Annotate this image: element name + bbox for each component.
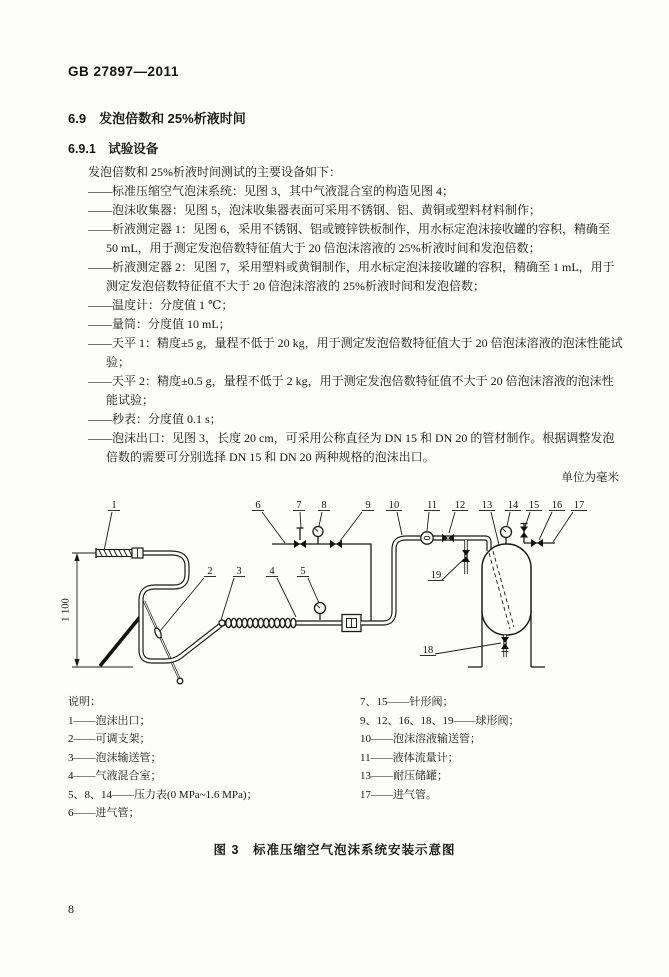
svg-text:13: 13 [481,500,493,511]
callout-12 [449,500,468,533]
foam-solution-pipe [361,538,489,623]
corrugated-section [226,618,296,627]
callout-1 [104,500,120,551]
legend-item: 5、8、14——压力表(0 MPa~1.6 MPa)； [68,788,258,801]
legend-left-column [68,693,360,823]
svg-text:7: 7 [296,500,302,511]
air-inlet-pipe-17 [524,539,555,547]
callout-15 [525,500,542,527]
ball-valve-12 [442,534,454,542]
svg-text:1: 1 [111,500,117,511]
unit-note: 单位为毫米 [561,472,619,484]
legend-item: 3——泡沫输送管； [68,751,162,764]
figure-caption: 图 3 标准压缩空气泡沫系统安装示意图 [213,843,456,857]
ball-valve-18 [501,635,509,657]
legend-left-items [68,712,360,823]
callout-18 [420,643,501,656]
callout-14 [505,500,521,526]
svg-text:12: 12 [454,500,466,511]
svg-text:6: 6 [255,500,261,511]
equipment-list-item: ——温度计：分度值 1 ℃； [88,298,234,312]
subsection-heading: 6.9.1 试验设备 [68,142,159,156]
mixing-chamber [219,603,361,632]
figure-legend [68,693,624,823]
dimension-label: 1 100 [60,598,72,622]
foam-outlet-nozzle [96,548,143,558]
callout-3 [221,566,245,620]
legend-item: 10——泡沫溶液输送管； [360,733,481,745]
legend-right-items [360,693,624,804]
page-number: 8 [68,902,74,916]
dimension-1100 [61,553,134,667]
svg-text:2: 2 [207,566,213,577]
svg-text:4: 4 [269,566,275,577]
legend-title: 说明： [68,696,101,708]
svg-text:17: 17 [573,500,585,511]
needle-valve-15 [520,524,528,544]
ball-valve-9 [330,540,342,548]
equipment-list-item: ——析液测定器 2：见图 7，采用塑料或黄铜制作，用水标定泡沫接收罐的容积，精确至 1 mL，用于测定发泡倍数特征值不大于 20 倍泡沫溶液的 25%析液时间和发泡倍数； [88,260,615,293]
svg-text:5: 5 [300,566,306,577]
legend-item: 7、15——针形阀； [360,696,454,708]
callout-11 [424,500,440,531]
equipment-list-item: ——泡沫收集器：见图 5，泡沫收集器表面可采用不锈钢、铝、黄铜或塑料材料制作； [88,203,542,217]
svg-text:11: 11 [426,500,438,511]
legend-item: 2——可调支架； [68,733,151,745]
callout-16 [539,500,565,540]
pressure-gauge-8 [313,527,323,545]
legend-item: 17——进气管。 [360,788,437,801]
pressure-gauge-14 [501,527,512,545]
callout-4 [266,566,296,617]
svg-text:16: 16 [551,500,563,511]
equipment-list-item: ——天平 1：精度±5 g，量程不低于 20 kg，用于测定发泡倍数特征值大于 20 倍泡沫溶液的泡沫性能试验； [88,336,623,369]
equipment-list-item: ——天平 2：精度±0.5 g，量程不低于 2 kg，用于测定发泡倍数特征值不大于 20 倍泡沫溶液的泡沫性能试验； [88,374,614,407]
figure-3-diagram [50,494,635,696]
adjustable-support [144,601,183,684]
ground-brace [100,617,140,666]
svg-text:18: 18 [422,645,434,656]
callout-6 [252,500,285,543]
equipment-list-item: ——泡沫出口：见图 3，长度 20 cm，可采用公称直径为 DN 15 和 DN 20 的管材制作。根据调整发泡倍数的需要可分别选择 DN 15 和 DN 20 两种规格的泡沫出口。 [88,431,615,464]
callout-7 [293,500,305,528]
svg-text:3: 3 [236,566,242,577]
callout-5 [297,566,319,603]
equipment-list-item: ——析液测定器 1：见图 6，采用不锈钢、铝或镀锌铁板制作，用水标定泡沫接收罐的容积，精确至 50 mL，用于测定发泡倍数特征值大于 20 倍泡沫溶液的 25%析液时间和发泡倍数； [88,222,611,255]
equipment-list [88,182,624,467]
legend-right-column [360,693,624,823]
legend-item: 4——气液混合室； [68,770,162,782]
legend-item: 1——泡沫出口； [68,714,151,727]
drain-branch-19 [462,540,470,574]
liquid-flow-meter [421,532,433,544]
needle-valve-7 [294,528,306,548]
callout-8 [318,500,330,526]
callout-19 [428,559,464,581]
equipment-section [68,163,624,467]
svg-text:10: 10 [388,500,400,511]
svg-text:9: 9 [365,500,371,511]
legend-item: 9、12、16、18、19——球形阀； [360,714,520,727]
svg-text:15: 15 [528,500,540,511]
svg-text:14: 14 [507,500,519,511]
equipment-list-item: ——秒表：分度值 0.1 s； [88,412,222,426]
legend-item: 11——液体流量计； [360,751,459,764]
callout-9 [340,500,374,541]
legend-item: 13——耐压储罐； [360,770,448,782]
intro-paragraph: 发泡倍数和 25%析液时间测试的主要设备如下： [88,165,341,179]
pressure-gauge-5 [315,603,326,621]
callout-10 [386,500,402,535]
ball-valve-16 [531,539,543,547]
standard-number: GB 27897—2011 [68,64,179,79]
equipment-list-item: ——量筒：分度值 10 mL； [88,317,231,331]
equipment-list-item: ——标准压缩空气泡沫系统：见图 3，其中气液混合室的构造见图 4； [88,184,455,198]
svg-text:8: 8 [321,500,327,511]
svg-text:19: 19 [430,570,442,581]
legend-item: 6——进气管； [68,807,140,819]
section-heading: 6.9 发泡倍数和 25%析液时间 [68,111,246,126]
mixing-chamber-body [342,615,361,632]
